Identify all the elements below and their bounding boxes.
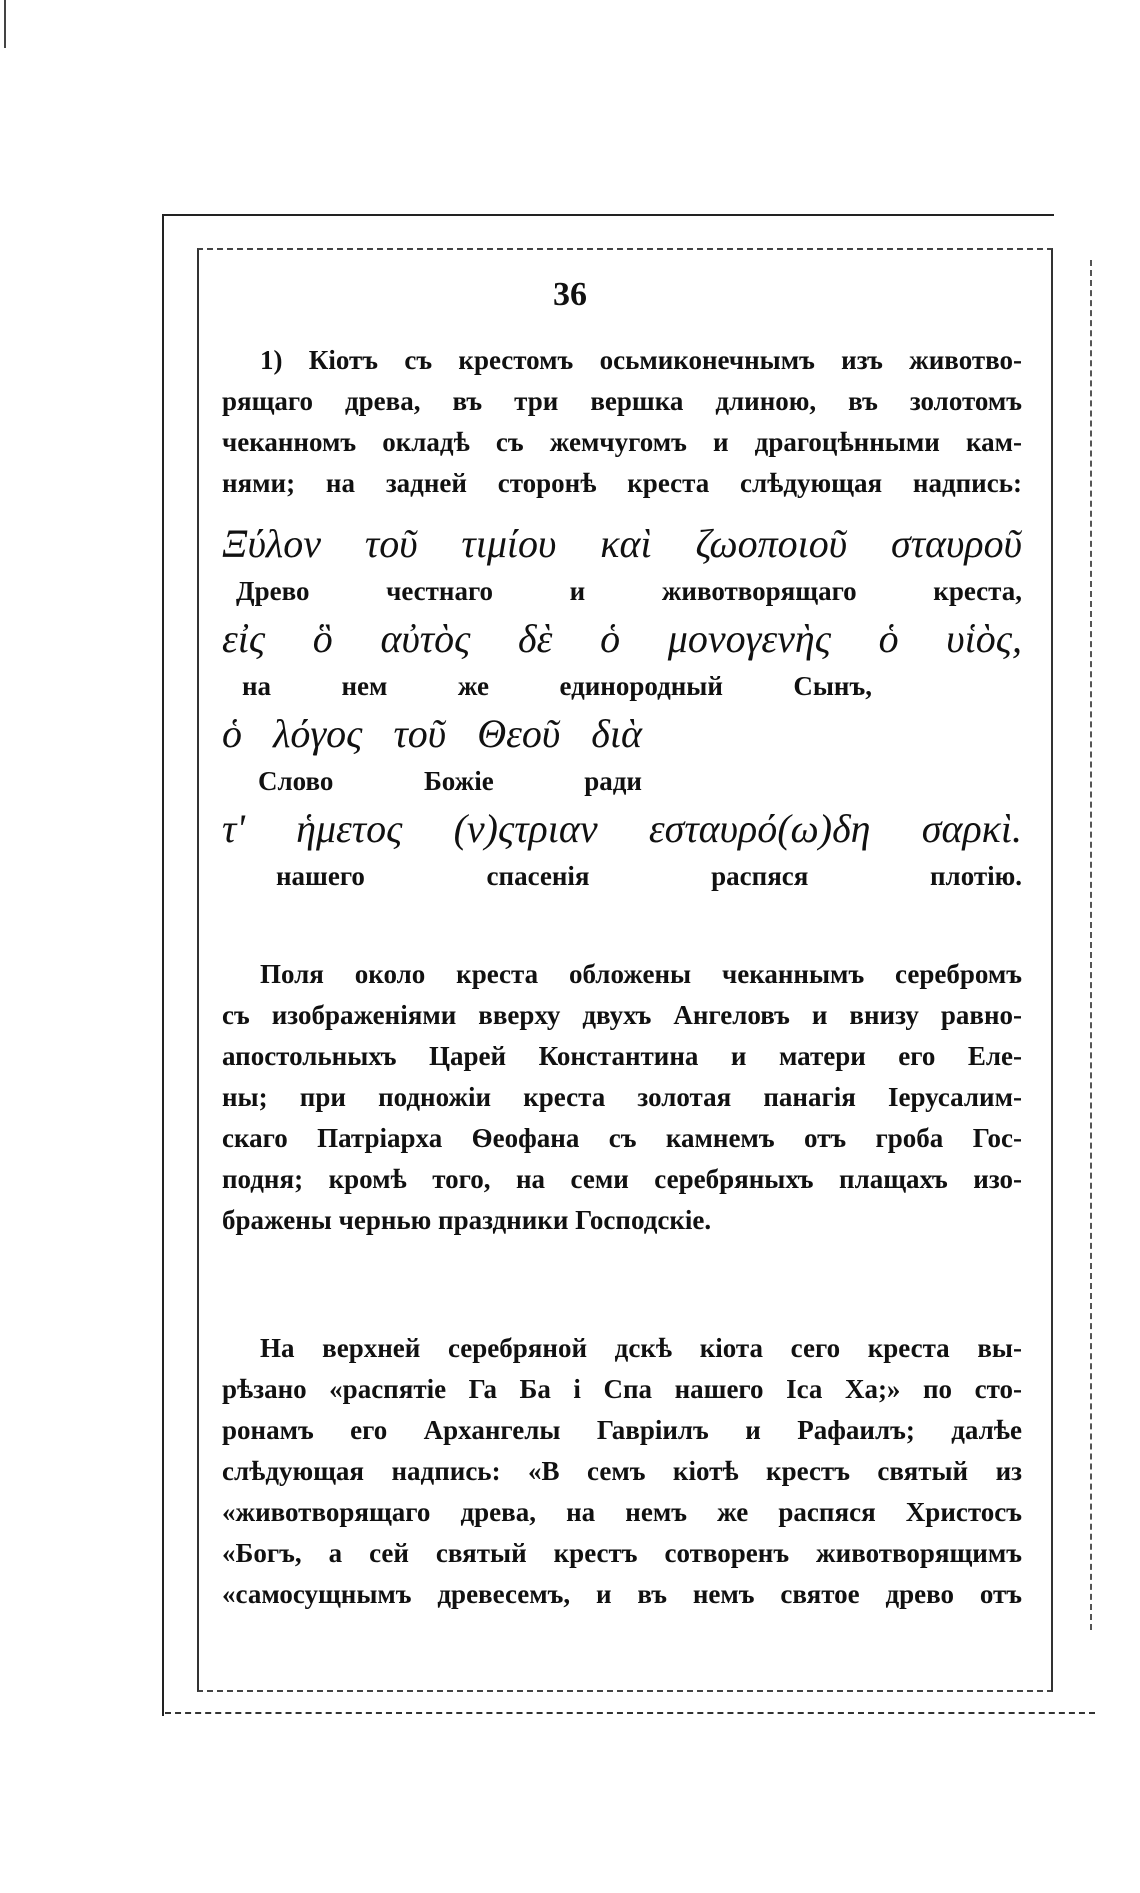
slavonic-gloss-line bbox=[222, 571, 1022, 611]
gloss-word: Слово bbox=[258, 766, 334, 796]
gloss-word: нем bbox=[341, 671, 388, 701]
gloss-word: честнаго bbox=[386, 576, 494, 606]
greek-word: ὁ bbox=[878, 616, 899, 661]
greek-word: τοῦ bbox=[393, 711, 447, 756]
gloss-word: животворящаго bbox=[661, 576, 857, 606]
paragraph-kiot-cross bbox=[222, 340, 1022, 504]
text-line: рящаго древа, въ три вершка длиною, въ золотомъ bbox=[222, 386, 1022, 416]
text-line: подня; кромѣ того, на семи серебряныхъ плащахъ изо- bbox=[222, 1164, 1022, 1194]
greek-word: (ν)ςτριαν bbox=[453, 806, 598, 851]
greek-word: εἰς bbox=[222, 616, 266, 661]
gloss-word: Сынъ, bbox=[793, 671, 872, 701]
gloss-word: же bbox=[457, 671, 490, 701]
text-line: скаго Патріарха Ѳеофана съ камнемъ отъ гроба Гос- bbox=[222, 1123, 1022, 1153]
text-line: ны; при подножіи креста золотая панагія Іерусалим- bbox=[222, 1082, 1022, 1112]
text-line: апостольныхъ Царей Константина и матери его Еле- bbox=[222, 1041, 1022, 1071]
greek-word: ζωοποιοῦ bbox=[695, 521, 848, 566]
text-line: слѣдующая надпись: «В семъ кіотѣ крестъ святый из bbox=[222, 1456, 1022, 1486]
greek-word: τοῦ bbox=[364, 521, 418, 566]
text-line: Поля около креста обложены чеканнымъ серебромъ bbox=[260, 959, 1022, 989]
paragraph-upper-board bbox=[222, 1328, 1022, 1615]
scan-edge-mark bbox=[4, 0, 6, 48]
gloss-word: единородный bbox=[559, 671, 723, 701]
greek-inscription bbox=[222, 516, 1022, 896]
gloss-word: нашего bbox=[276, 861, 365, 891]
greek-word: καὶ bbox=[600, 521, 652, 566]
text-line: нями; на задней сторонѣ креста слѣдующая надпись: bbox=[222, 468, 1022, 498]
text-line: чеканномъ окладѣ съ жемчугомъ и драгоцѣнными кам- bbox=[222, 427, 1022, 457]
gloss-word: спасенія bbox=[486, 861, 590, 891]
paragraph-fields bbox=[222, 954, 1022, 1241]
text-line: съ изображеніями вверху двухъ Ангеловъ и внизу равно- bbox=[222, 1000, 1022, 1030]
text-line: рѣзано «распятіе Га Ба і Спа нашего Іса Ха;» по сто- bbox=[222, 1374, 1022, 1404]
gloss-word: и bbox=[569, 576, 586, 606]
gloss-word: плотію. bbox=[930, 861, 1022, 891]
text-line: ронамъ его Архангелы Гавріилъ и Рафаилъ; далѣе bbox=[222, 1415, 1022, 1445]
greek-word: ὃ bbox=[312, 616, 333, 661]
greek-word: ὁ bbox=[600, 616, 621, 661]
slavonic-gloss-line bbox=[222, 856, 1022, 896]
gloss-word: Древо bbox=[236, 576, 310, 606]
frame-bottom-rule bbox=[165, 1712, 1095, 1714]
greek-word: σταυροῦ bbox=[890, 521, 1022, 566]
text-line: «животворящаго древа, на немъ же распяся Христосъ bbox=[222, 1497, 1022, 1527]
greek-word: υἱὸς, bbox=[946, 616, 1022, 661]
greek-word: Θεοῦ bbox=[477, 711, 561, 756]
gloss-word: креста, bbox=[933, 576, 1022, 606]
greek-line bbox=[222, 611, 1022, 666]
greek-line bbox=[222, 801, 1022, 856]
text-line: «Богъ, а сей святый крестъ сотворенъ животворящимъ bbox=[222, 1538, 1022, 1568]
gloss-word: ради bbox=[584, 766, 642, 796]
greek-word: διὰ bbox=[591, 711, 642, 756]
greek-word: εσταυρό(ω)δη bbox=[648, 806, 871, 851]
text-line: бражены чернью праздники Господскіе. bbox=[222, 1205, 712, 1235]
greek-word: ἡμετος bbox=[296, 806, 403, 851]
greek-word: τιμίου bbox=[461, 521, 557, 566]
greek-word: μονογενὴς bbox=[667, 616, 831, 661]
text-line: «самосущнымъ древесемъ, и въ немъ святое древо отъ bbox=[222, 1579, 1022, 1609]
greek-word: Ξύλον bbox=[222, 521, 322, 566]
gloss-word: распяся bbox=[711, 861, 809, 891]
slavonic-gloss-line bbox=[222, 761, 1022, 801]
greek-word: αὐτὸς bbox=[380, 616, 471, 661]
greek-line bbox=[222, 706, 1022, 761]
gloss-word: на bbox=[242, 671, 272, 701]
greek-word: τ' bbox=[222, 806, 245, 851]
outer-frame-right bbox=[1090, 260, 1092, 1630]
gloss-word: Божіе bbox=[423, 766, 494, 796]
page-number: 36 bbox=[553, 276, 587, 313]
greek-word: ὁ bbox=[222, 711, 242, 756]
greek-word: σαρκὶ. bbox=[921, 806, 1022, 851]
text-line: На верхней серебряной дскѣ кіота сего креста вы- bbox=[260, 1333, 1022, 1363]
greek-word: λόγος bbox=[273, 711, 363, 756]
greek-word: δὲ bbox=[518, 616, 553, 661]
greek-line bbox=[222, 516, 1022, 571]
slavonic-gloss-line bbox=[222, 666, 1022, 706]
text-line: 1) Кіотъ съ крестомъ осьмиконечнымъ изъ животво- bbox=[260, 345, 1022, 375]
